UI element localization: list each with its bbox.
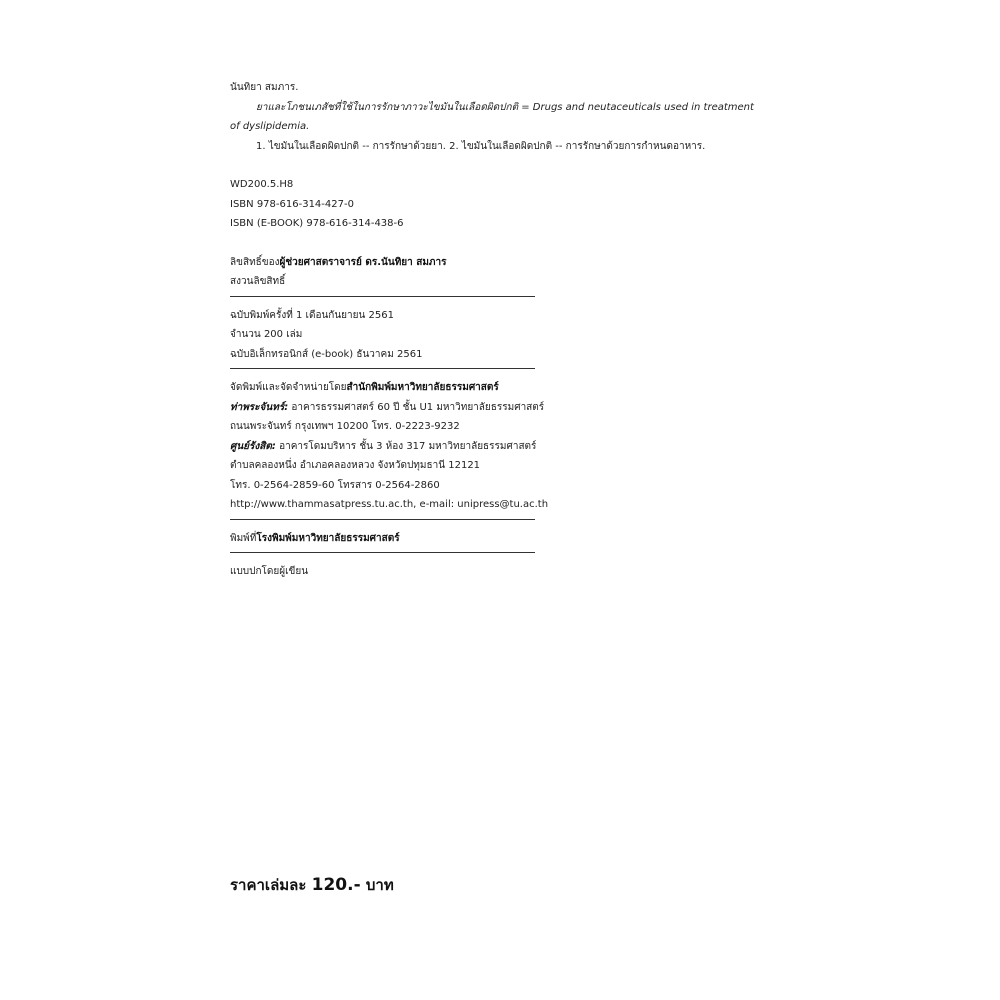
publisher-prefix: จัดพิมพ์และจัดจำหน่ายโดย: [230, 382, 347, 393]
isbn: ISBN 978-616-314-427-0: [230, 198, 354, 210]
printer-prefix: พิมพ์ที่: [230, 532, 257, 544]
copyright-holder: ผู้ช่วยศาสตราจารย์ ดร.นันทิยา สมภาร: [279, 256, 447, 268]
copyright-prefix: ลิขสิทธิ์ของ: [230, 256, 280, 268]
tha-prachan-label: ท่าพระจันทร์:: [230, 401, 289, 413]
tha-prachan-address-text: อาคารธรรมศาสตร์ 60 ปี ชั้น U1 มหาวิทยาลัยธรรมศาสตร์: [288, 401, 545, 413]
isbn-ebook: ISBN (E-BOOK) 978-616-314-438-6: [230, 218, 404, 229]
rangsit-address-text: อาคารโดมบริหาร ชั้น 3 ห้อง 317 มหาวิทยาลัยธรรมศาสตร์: [275, 440, 537, 452]
price-label: ราคาเล่มละ: [230, 876, 307, 894]
divider: [230, 368, 535, 369]
price-line: [230, 873, 394, 897]
first-print: ฉบับพิมพ์ครั้งที่ 1 เดือนกันยายน 2561: [230, 309, 394, 321]
divider: [230, 296, 535, 297]
divider: [230, 519, 535, 520]
publisher-line: [230, 378, 775, 398]
rights-reserved: สงวนลิขสิทธิ์: [230, 276, 286, 287]
price-amount: 120.-: [311, 875, 361, 895]
price-unit: บาท: [365, 876, 394, 894]
author-line: นันทิยา สมภาร.: [230, 82, 299, 93]
web-email: http://www.thammasatpress.tu.ac.th, e-mail: unipress@tu.ac.th: [230, 499, 549, 510]
publisher-name: สำนักพิมพ์มหาวิทยาลัยธรรมศาสตร์: [346, 382, 499, 393]
subject-headings: 1. ไขมันในเลือดผิดปกติ -- การรักษาด้วยยา. 2. ไขมันในเลือดผิดปกติ -- การรักษาด้วยการกำหนดอาหาร.: [256, 140, 706, 152]
rangsit-address-line2: ตำบลคลองหนึ่ง อำเภอคลองหลวง จังหวัดปทุมธานี 12121: [230, 460, 481, 471]
book-title: [230, 98, 775, 137]
title-main: ยาและโภชนเภสัชที่ใช้ในการรักษาภาวะไขมันในเลือดผิดปกติ = Drugs and neutaceuticals used in treatment: [256, 101, 754, 113]
printer-name: โรงพิมพ์มหาวิทยาลัยธรรมศาสตร์: [256, 532, 400, 544]
printer-line: [230, 529, 775, 549]
tha-prachan-address-line2: ถนนพระจันทร์ กรุงเทพฯ 10200 โทร. 0-2223-9232: [230, 421, 460, 432]
call-number: WD200.5.H8: [230, 179, 294, 190]
print-copies: จำนวน 200 เล่ม: [230, 329, 303, 340]
divider: [230, 552, 535, 553]
copyright-page: [230, 78, 775, 582]
phone-fax: โทร. 0-2564-2859-60 โทรสาร 0-2564-2860: [230, 479, 440, 491]
tha-prachan-address: [230, 398, 775, 418]
copyright-holder-line: [230, 253, 775, 273]
cover-design: แบบปกโดยผู้เขียน: [230, 566, 309, 577]
rangsit-address: [230, 437, 775, 457]
ebook-edition: ฉบับอิเล็กทรอนิกส์ (e-book) ธันวาคม 2561: [230, 348, 423, 360]
title-continued: of dyslipidemia.: [230, 121, 310, 132]
rangsit-label: ศูนย์รังสิต:: [230, 440, 276, 452]
